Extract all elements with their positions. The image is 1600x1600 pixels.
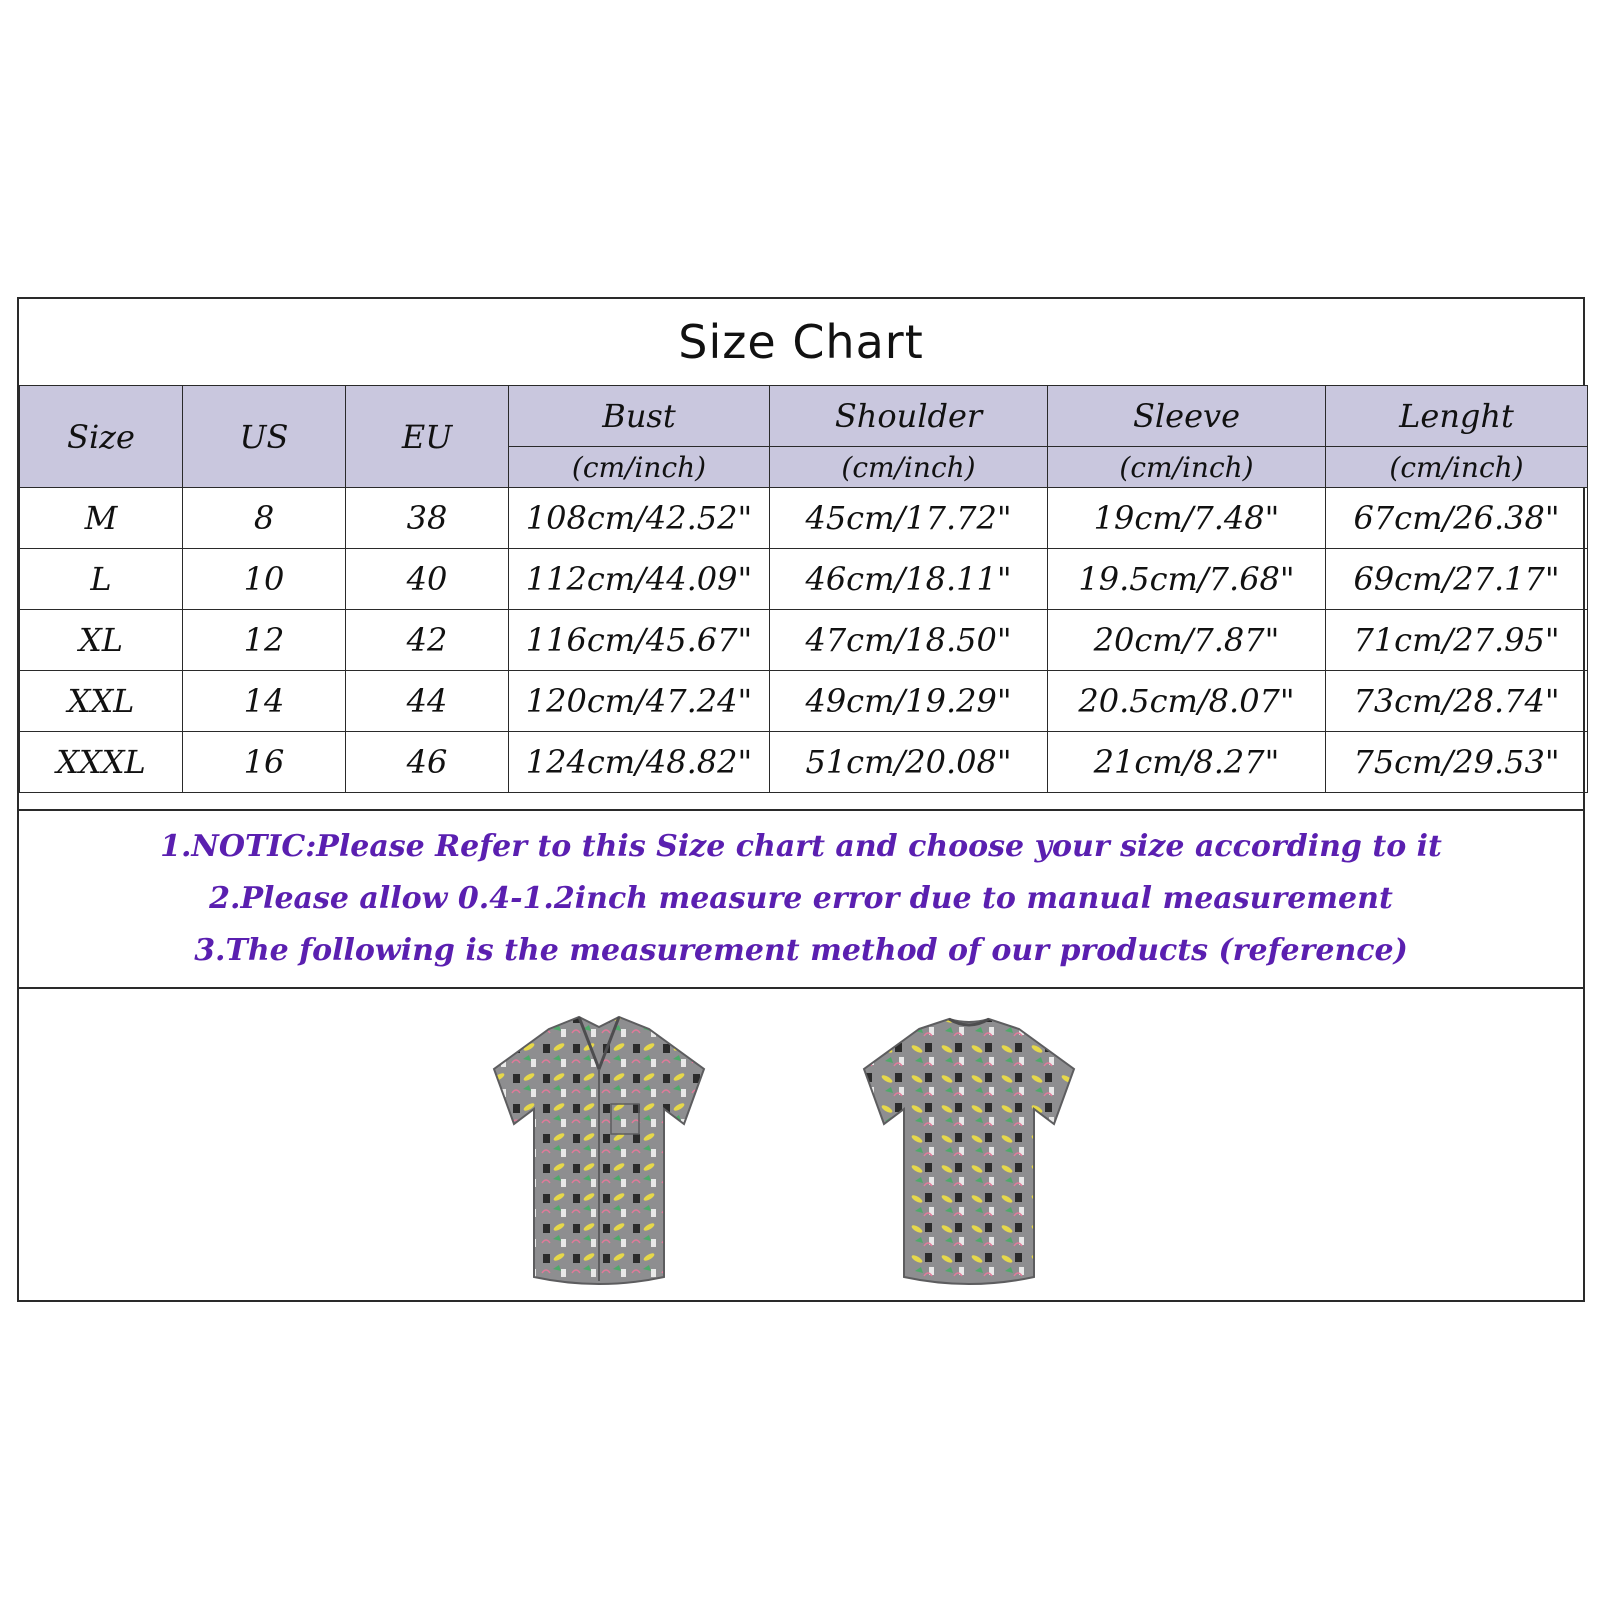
cell-sleeve: 20cm/7.87" xyxy=(1048,610,1326,671)
cell-length: 73cm/28.74" xyxy=(1326,671,1588,732)
cell-eu: 40 xyxy=(346,549,509,610)
cell-eu: 42 xyxy=(346,610,509,671)
table-row xyxy=(20,549,1588,610)
cell-shoulder: 51cm/20.08" xyxy=(770,732,1048,793)
cell-eu: 38 xyxy=(346,488,509,549)
cell-us: 16 xyxy=(183,732,346,793)
header-sleeve-unit: (cm/inch) xyxy=(1048,447,1326,488)
cell-size: XXL xyxy=(20,671,183,732)
table-row xyxy=(20,488,1588,549)
cell-us: 10 xyxy=(183,549,346,610)
table-row xyxy=(20,610,1588,671)
size-chart xyxy=(17,297,1585,1302)
header-bust: Bust xyxy=(509,386,770,447)
cell-bust: 124cm/48.82" xyxy=(509,732,770,793)
cell-sleeve: 19cm/7.48" xyxy=(1048,488,1326,549)
cell-size: XXXL xyxy=(20,732,183,793)
cell-size: L xyxy=(20,549,183,610)
table-row xyxy=(20,671,1588,732)
cell-us: 8 xyxy=(183,488,346,549)
cell-sleeve: 21cm/8.27" xyxy=(1048,732,1326,793)
header-us: US xyxy=(183,386,346,488)
notes-section xyxy=(19,809,1583,989)
cell-length: 75cm/29.53" xyxy=(1326,732,1588,793)
header-length-unit: (cm/inch) xyxy=(1326,447,1588,488)
cell-sleeve: 20.5cm/8.07" xyxy=(1048,671,1326,732)
cell-size: M xyxy=(20,488,183,549)
cell-sleeve: 19.5cm/7.68" xyxy=(1048,549,1326,610)
header-sleeve: Sleeve xyxy=(1048,386,1326,447)
cell-shoulder: 45cm/17.72" xyxy=(770,488,1048,549)
note-line: 2.Please allow 0.4-1.2inch measure error due to manual measurement xyxy=(209,881,1393,916)
cell-us: 12 xyxy=(183,610,346,671)
note-line: 3.The following is the measurement method of our products (reference) xyxy=(194,933,1408,968)
cell-bust: 116cm/45.67" xyxy=(509,610,770,671)
shirt-front-image xyxy=(479,1009,719,1289)
header-length: Lenght xyxy=(1326,386,1588,447)
cell-shoulder: 46cm/18.11" xyxy=(770,549,1048,610)
shirt-images xyxy=(19,989,1583,1302)
cell-shoulder: 49cm/19.29" xyxy=(770,671,1048,732)
cell-length: 67cm/26.38" xyxy=(1326,488,1588,549)
cell-length: 69cm/27.17" xyxy=(1326,549,1588,610)
header-eu: EU xyxy=(346,386,509,488)
note-line: 1.NOTIC:Please Refer to this Size chart and choose your size according to it xyxy=(160,829,1442,864)
table-row xyxy=(20,732,1588,793)
size-table xyxy=(19,385,1588,793)
cell-length: 71cm/27.95" xyxy=(1326,610,1588,671)
cell-shoulder: 47cm/18.50" xyxy=(770,610,1048,671)
header-size: Size xyxy=(20,386,183,488)
header-shoulder: Shoulder xyxy=(770,386,1048,447)
cell-bust: 108cm/42.52" xyxy=(509,488,770,549)
cell-bust: 120cm/47.24" xyxy=(509,671,770,732)
cell-bust: 112cm/44.09" xyxy=(509,549,770,610)
header-bust-unit: (cm/inch) xyxy=(509,447,770,488)
cell-eu: 46 xyxy=(346,732,509,793)
cell-us: 14 xyxy=(183,671,346,732)
header-shoulder-unit: (cm/inch) xyxy=(770,447,1048,488)
cell-eu: 44 xyxy=(346,671,509,732)
cell-size: XL xyxy=(20,610,183,671)
shirt-back-image xyxy=(849,1009,1089,1289)
chart-title: Size Chart xyxy=(19,299,1583,387)
